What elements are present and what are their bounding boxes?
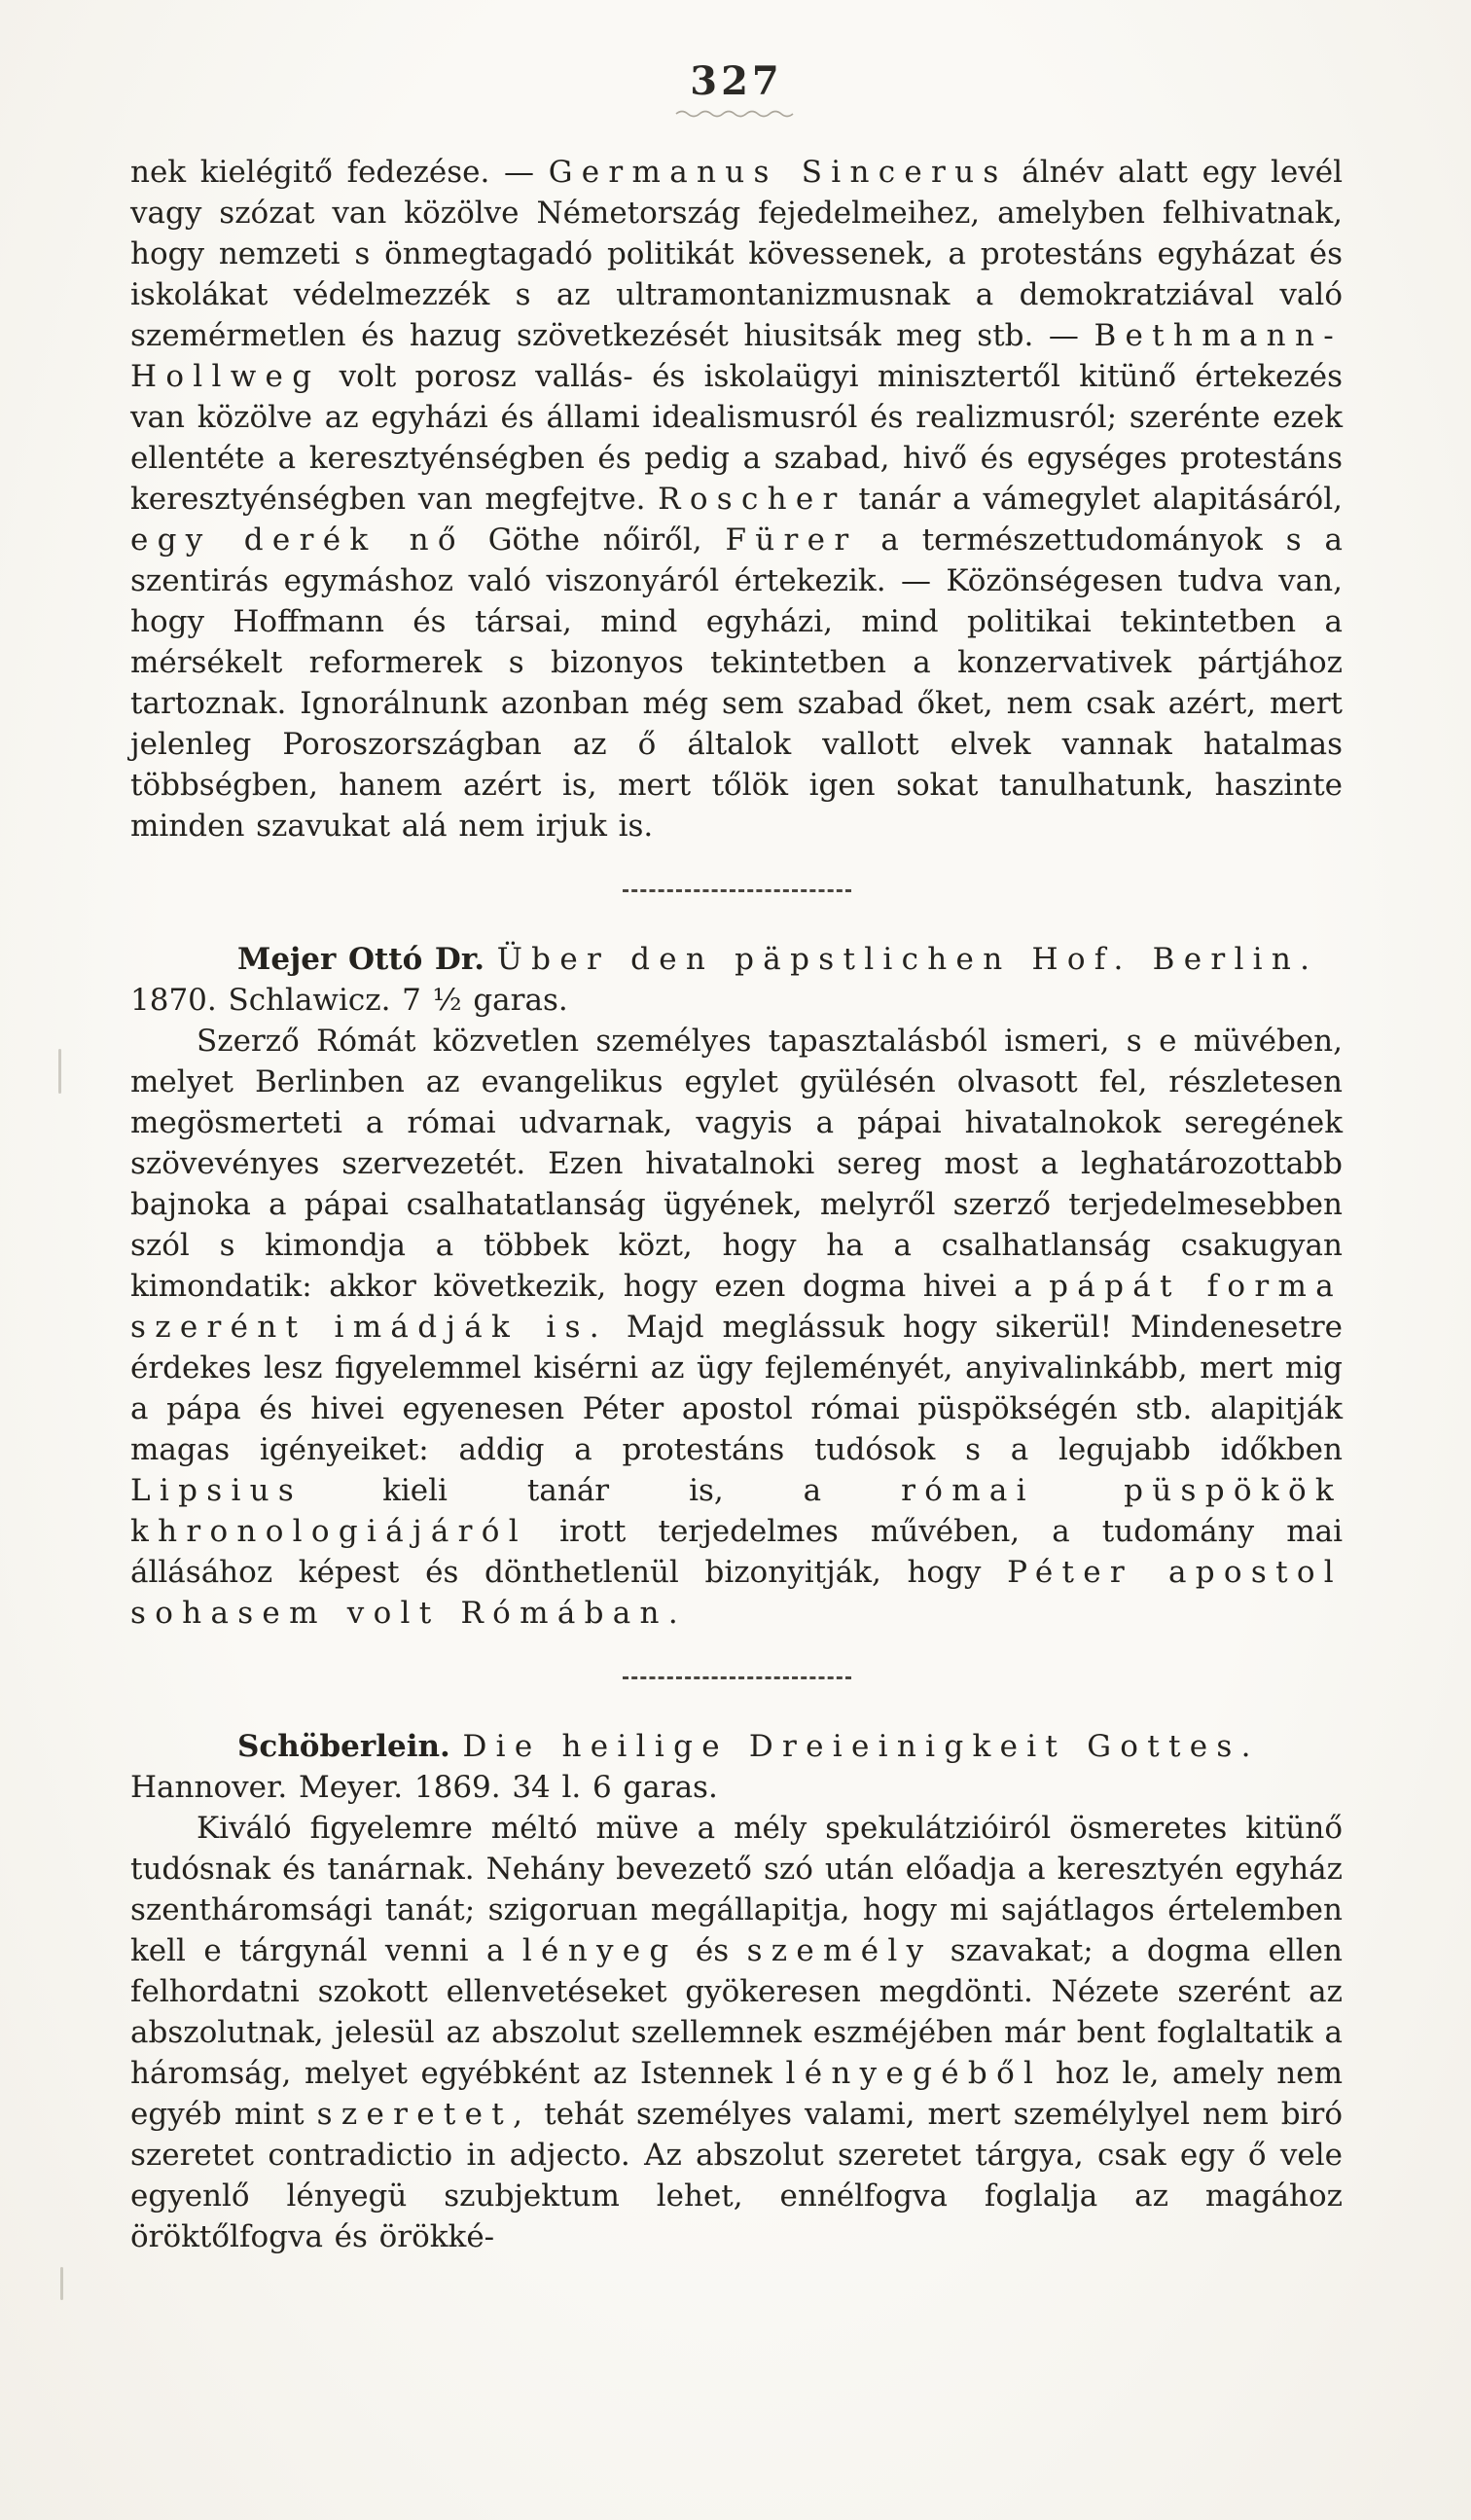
text-run: Majd meglássuk hogy sikerül! Mindenesetre érdekes lesz figyelemmel kisérni az ügy fejleményét, anyivalinkább, mert mig a pápa és hivei egyenesen Péter apostol római püspökségén stb. alapitják magas igényeiket: addig a protestáns tudósok s a legujabb időkben (130, 1310, 1343, 1467)
bold-entry-name: Schöberlein. (237, 1729, 463, 1764)
letterspaced-emphasis-text: pápát forma szerént imádják is. (130, 1269, 1343, 1345)
section-separator (623, 889, 851, 892)
letterspaced-emphasis-text: egy derék nő (130, 522, 465, 558)
text-run: Göthe nőiről, (464, 522, 726, 558)
letterspaced-emphasis-text: Roscher (658, 482, 846, 517)
letterspaced-emphasis-text: Fürer (725, 522, 858, 558)
letterspaced-emphasis-text: szeretet, (316, 2097, 532, 2132)
letterspaced-emphasis-text: Germanus Sincerus (548, 155, 1008, 190)
review-continuation-paragraph (130, 152, 1343, 846)
page-number-flourish (673, 107, 800, 119)
text-run: Szerző Rómát közvetlen személyes tapasztalásból ismeri, s e müvében, melyet Berlinben az evangelikus egylet gyülésén olvasott fel, részletesen megösmerteti a római udvarnak, vagyis a pápai hivatalnokok seregének szövevényes szervezetét. Ezen hivatalnoki sereg most a leghatározottabb bajnoka a pápai csalhatatlanság ügyének, melyről szerző terjedelmesebben szól s kimondja a többek közt, hogy ha a csalhatlanság csakugyan kimondatik: akkor következik, hogy ezen dogma hivei a (130, 1024, 1343, 1304)
text-run: hoz le, amely nem egyéb mint (130, 2056, 1343, 2132)
text-run: álnév alatt egy levél vagy szózat van közölve Németország fejedelmeihez, amelyben felhivatnak, hogy nemzeti s önmegtagadó politikát kövessenek, a protestáns egyházat és iskolákat védelmezzék s az ultramontanizmusnak a demokratziával való szemérmetlen és hazug szövetkezését hiusitsák meg stb. — (130, 155, 1343, 353)
text-run: Hannover. Meyer. 1869. 34 l. 6 garas. (130, 1770, 718, 1805)
section-separator (623, 1676, 851, 1679)
letterspaced-emphasis-text: Péter apostol sohasem volt Rómában. (130, 1555, 1344, 1631)
letterspaced-emphasis-text: Bethmann-Hollweg (130, 318, 1343, 394)
letterspaced-emphasis-text: személy (746, 1933, 933, 1968)
text-run: tehát személyes valami, mert személylyel nem biró szeretet contradictio in adjecto. Az abszolut szeretet tárgya, csak egy ő vele egyenlő lényegü szubjektum lehet, ennélfogva foglalja az magához öröktőlfogva és örökké- (130, 2097, 1343, 2254)
page-number: 327 (690, 58, 783, 104)
entry-mejer-body (130, 1021, 1343, 1634)
entry-mejer-heading (130, 939, 1343, 1021)
text-run: 1870. Schlawicz. 7 ½ garas. (130, 983, 568, 1018)
entry-schoberlein-body (130, 1808, 1343, 2257)
text-run: irott terjedelmes művében, a tudomány mai állásához képest és dönthetlenül bizonyitják, hogy (130, 1514, 1343, 1590)
bold-entry-name: Mejer Ottó Dr. (237, 942, 497, 977)
text-column (130, 58, 1343, 2257)
text-run: volt porosz vallás- és iskolaügyi minisztertől kitünő értekezés van közölve az egyházi és állami idealismusról és realizmusról; szerénte ezek ellentéte a keresztyénségben és pedig a szabad, hivő és egységes protestáns keresztyénségben van megfejtve. (130, 359, 1343, 517)
text-run: nek kielégitő fedezése. — (130, 155, 549, 190)
entry-schoberlein-heading (130, 1726, 1343, 1808)
scan-artifact (60, 2267, 63, 2300)
text-run: a természettudományok s a szentirás egymáshoz való viszonyáról értekezik. — Közönségesen tudva van, hogy Hoffmann és társai, mind egyházi, mind politikai tekintetben a mérsékelt reformerek s bizonyos tekintetben a konzervativek pártjához tartoznak. Ignorálnunk azonban még sem szabad őket, nem csak azért, mert jelenleg Poroszországban az ő általok vallott elvek vannak hatalmas többségben, hanem azért is, mert tőlök igen sokat tanulhatunk, haszinte minden szavukat alá nem irjuk is. (130, 522, 1343, 844)
letterspaced-emphasis-text: lényegéből (785, 2056, 1043, 2091)
letterspaced-emphasis-text: Über den päpstlichen Hof. Berlin. (496, 942, 1319, 977)
text-run: kieli tanár is, a (303, 1473, 902, 1508)
letterspaced-emphasis-text: Die heilige Dreieinigkeit Gottes. (462, 1729, 1260, 1764)
letterspaced-emphasis-text: Lipsius (130, 1473, 304, 1508)
text-run: tanár a vámegylet alapitásáról, (845, 482, 1343, 517)
text-run: szavakat; a dogma ellen felhordatni szokott ellenvetéseket gyökeresen megdönti. Nézete szerént az abszolutnak, jelesül az abszolut szellemnek eszméjében már bent foglaltatik a háromság, melyet egyébként az Istennek (130, 1933, 1343, 2091)
text-run: Kiváló figyelemre méltó müve a mély spekulátzióiról ösmeretes kitünő tudósnak és tanárnak. Nehány bevezető szó után előadja a keresztyén egyház szentháromsági tanát; szigoruan megállapitja, hogy mi sajátlagos értelemben kell e tárgynál venni a (130, 1811, 1343, 1968)
letterspaced-emphasis-text: római püspökök khronologiájáról (130, 1473, 1344, 1549)
text-run: és (677, 1933, 747, 1968)
letterspaced-emphasis-text: lényeg (521, 1933, 678, 1968)
scan-artifact (58, 1049, 61, 1094)
